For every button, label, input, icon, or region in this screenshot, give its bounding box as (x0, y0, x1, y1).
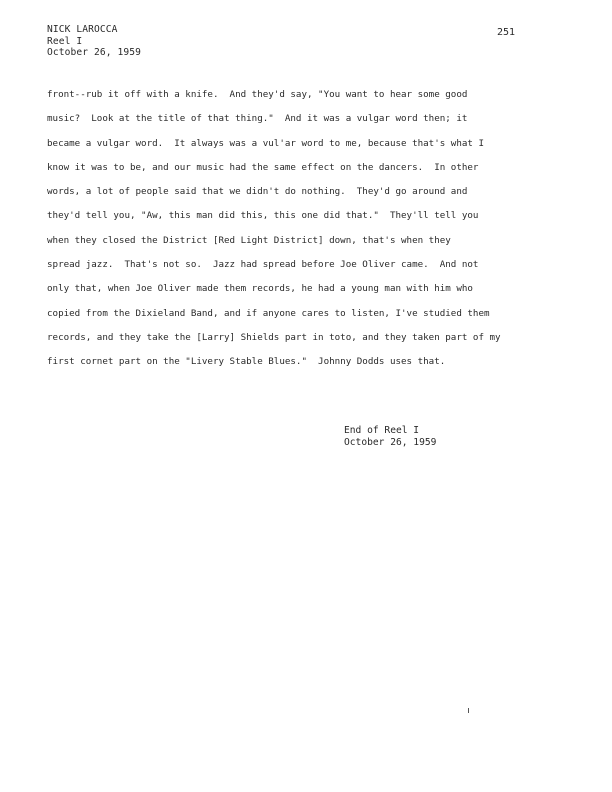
body-line: front--rub it off with a knife. And they'd say, "You want to hear some good (47, 89, 468, 100)
body-line: when they closed the District [Red Light District] down, that's when they (47, 234, 451, 246)
body-line: they'd tell you, "Aw, this man did this, this one did that." They'll tell you (47, 210, 479, 222)
interview-date: October 26, 1959 (47, 47, 142, 58)
transcript-header (47, 24, 141, 59)
interviewee-name: NICK LAROCCA (47, 24, 118, 35)
body-line: words, a lot of people said that we didn't do nothing. They'd go around and (47, 186, 468, 198)
end-of-reel-label: End of Reel I (344, 425, 420, 436)
body-line: copied from the Dixieland Band, and if anyone cares to listen, I've studied them (47, 307, 490, 319)
end-of-reel-date: October 26, 1959 (344, 437, 437, 448)
body-line: know it was to be, and our music had the same effect on the dancers. In other (47, 161, 479, 173)
body-line: became a vulgar word. It always was a vul'ar word to me, because that's what I (47, 137, 484, 149)
body-line: only that, when Joe Oliver made them records, he had a young man with him who (47, 283, 473, 295)
reel-label: Reel I (47, 35, 83, 47)
body-line: first cornet part on the "Livery Stable Blues." Johnny Dodds uses that. (47, 356, 446, 368)
page-number: 251 (497, 27, 516, 38)
transcript-body (47, 83, 567, 375)
body-line: spread jazz. That's not so. Jazz had spread before Joe Oliver came. And not (47, 259, 479, 271)
body-line: music? Look at the title of that thing." And it was a vulgar word then; it (47, 113, 468, 125)
end-of-reel-note (344, 425, 436, 449)
scan-mark (468, 708, 469, 713)
body-line: records, and they take the [Larry] Shields part in toto, and they taken part of my (47, 331, 501, 343)
